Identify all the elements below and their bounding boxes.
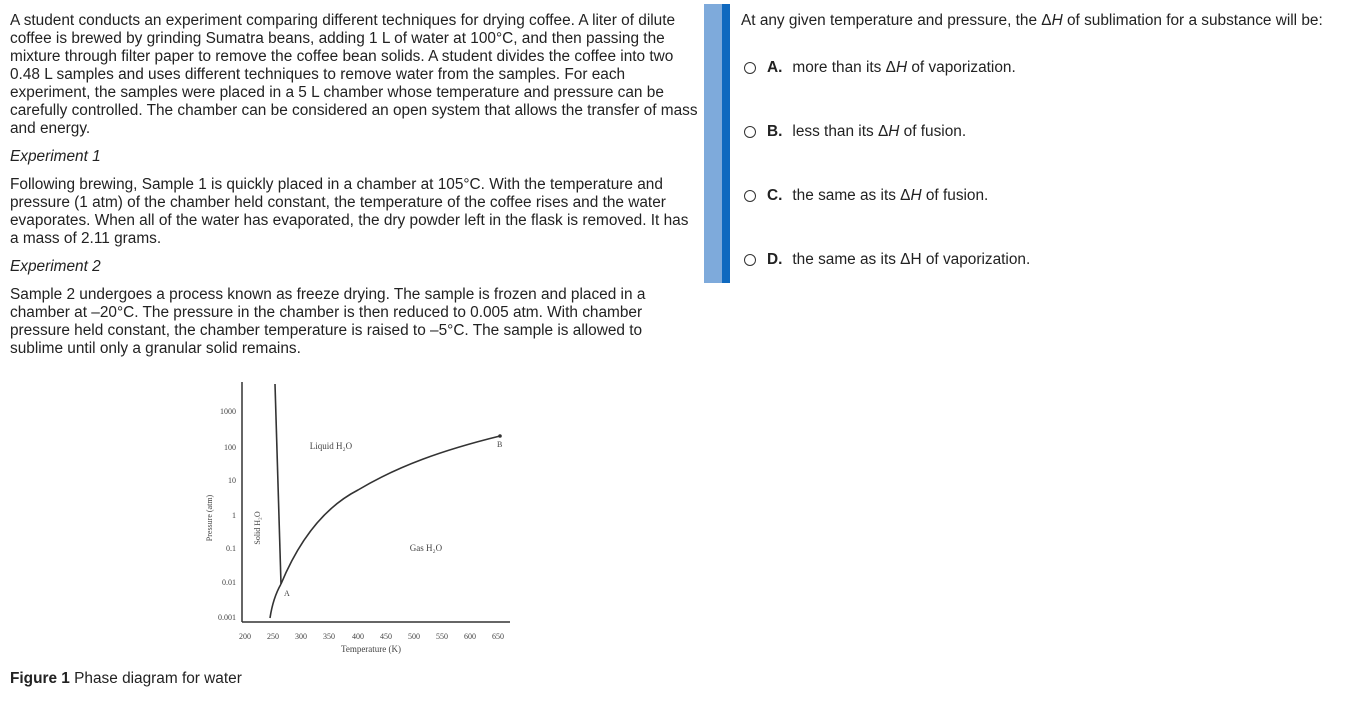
sublimation-curve [270,584,281,618]
passage-intro: A student conducts an experiment comparing different techniques for drying coffee. A liter of dilute coffee is brewed by grinding Sumatra beans, adding 1 L of water at 100°C, and then passing the mixture through filter paper to remove the coffee bean solids. A student divides the coffee into two 0.48 L samples and uses different techniques to remove water from the samples. For each experiment, the samples were placed in a 5 L chamber whose temperature and pressure can be carefully controlled. The chamber can be considered an open system that allows the transfer of mass and energy. [10,12,698,137]
figure-caption [10,670,242,688]
x-tick: 250 [267,632,279,641]
x-tick: 300 [295,632,307,641]
triple-point-label: A [284,589,290,598]
radio-button[interactable] [744,254,756,266]
passage [10,12,698,368]
choice-letter: C. [767,187,783,204]
choice-c[interactable] [744,187,988,205]
solid-liquid-boundary [275,384,281,584]
x-tick: 500 [408,632,420,641]
x-axis-label: Temperature (K) [340,644,402,654]
choice-letter: A. [767,59,783,76]
question-stem [741,12,1323,30]
region-gas-label: Gas H₂O [409,543,443,553]
choice-letter: D. [767,251,783,268]
x-tick: 400 [352,632,364,641]
y-tick: 1000 [220,407,236,416]
radio-button[interactable] [744,190,756,202]
choice-text: the same as its ΔH of vaporization. [792,251,1031,268]
phase-diagram-figure [198,378,518,668]
experiment-1-body: Following brewing, Sample 1 is quickly placed in a chamber at 105°C. With the temperature and pressure (1 atm) of the chamber held constant, the temperature of the coffee rises and the water evaporates. When all of the water has evaporated, the dry powder left in the flask is removed. It has a mass of 2.11 grams. [10,176,689,247]
panel-divider-light [704,4,722,283]
critical-point-label: B [497,440,503,449]
region-solid-label: Solid H₂O [253,511,262,545]
y-axis-label: Pressure (atm) [205,494,214,542]
x-tick: 200 [239,632,251,641]
choice-letter: B. [767,123,783,140]
y-tick: 0.1 [226,544,236,553]
vaporization-curve [281,436,503,584]
y-tick: 100 [224,443,236,452]
choice-text: the same as its ΔH of fusion. [792,187,989,204]
y-tick: 10 [228,476,236,485]
experiment-2-body: Sample 2 undergoes a process known as freeze drying. The sample is frozen and placed in a chamber at –20°C. The pressure in the chamber is then reduced to 0.005 atm. With chamber pressure held constant, the chamber temperature is raised to –5°C. The sample is allowed to sublime until only a granular solid remains. [10,286,646,357]
experiment-1-title: Experiment 1 [10,148,101,165]
y-tick: 1 [232,511,236,520]
radio-button[interactable] [744,126,756,138]
stem-text-pre: At any given temperature and pressure, the Δ [741,12,1052,29]
choice-text: more than its ΔH of vaporization. [792,59,1016,76]
critical-point-b [498,434,502,438]
x-tick: 550 [436,632,448,641]
choice-text: less than its ΔH of fusion. [792,123,967,140]
stem-text-post: of sublimation for a substance will be: [1062,12,1323,29]
caption-text: Phase diagram for water [69,670,242,687]
radio-button[interactable] [744,62,756,74]
y-tick: 0.001 [218,613,236,622]
choice-a[interactable] [744,59,1016,77]
y-tick: 0.01 [222,578,236,587]
x-tick: 600 [464,632,476,641]
stem-variable: H [1051,12,1063,29]
panel-divider-dark [722,4,730,283]
region-liquid-label: Liquid H₂O [309,441,353,451]
phase-diagram [198,378,518,663]
x-tick: 450 [380,632,392,641]
experiment-2-title: Experiment 2 [10,258,101,275]
choice-d[interactable] [744,251,1030,269]
x-tick: 650 [492,632,504,641]
x-tick: 350 [323,632,335,641]
caption-label: Figure 1 [10,670,70,687]
choice-b[interactable] [744,123,966,141]
